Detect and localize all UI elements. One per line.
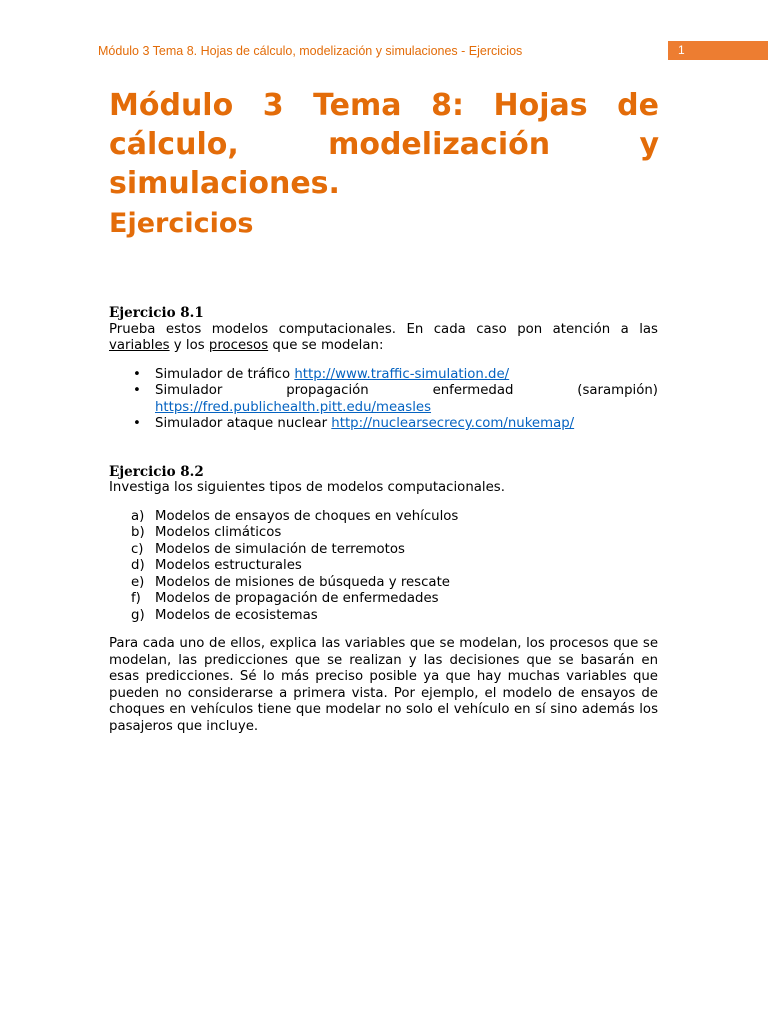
spacer <box>109 433 658 464</box>
item-text: Modelos de simulación de terremotos <box>155 541 405 557</box>
item-label-word: • Simulador <box>155 383 223 398</box>
item-text: Modelos de ecosistemas <box>155 607 318 623</box>
model-types-list <box>109 509 658 625</box>
measles-simulation-link[interactable]: https://fred.publichealth.pitt.edu/measles <box>155 399 432 415</box>
exercise-8-2-title: Ejercicio 8.2 <box>109 463 204 480</box>
item-label: Simulador de tráfico <box>155 366 295 382</box>
page-number: 1 <box>668 41 768 60</box>
item-label-word: enfermedad <box>432 383 514 398</box>
item-label-word: propagación <box>286 383 369 398</box>
list-marker: b) <box>131 525 145 540</box>
list-marker: a) <box>131 508 145 524</box>
exercise-8-1-intro <box>109 322 658 355</box>
variables-underlined: variables <box>109 338 170 353</box>
document-subtitle: Ejercicios <box>109 208 254 239</box>
document-body <box>109 305 658 735</box>
list-item <box>155 416 658 433</box>
list-marker: f) <box>131 591 141 606</box>
list-item <box>131 542 658 559</box>
item-text: Modelos de misiones de búsqueda y rescate <box>155 574 450 590</box>
list-marker: e) <box>131 574 145 590</box>
intro-text: y los <box>169 338 209 353</box>
spacer <box>109 624 658 636</box>
item-text: Modelos de propagación de enfermedades <box>155 591 439 606</box>
list-item <box>131 608 658 625</box>
list-item <box>155 383 658 416</box>
list-marker: g) <box>131 607 145 623</box>
list-item <box>131 591 658 608</box>
justified-line <box>155 383 658 400</box>
list-item <box>131 575 658 592</box>
item-text: Modelos estructurales <box>155 558 302 573</box>
exercise-8-1-title: Ejercicio 8.1 <box>109 305 204 321</box>
running-header: Módulo 3 Tema 8. Hojas de cálculo, modelización y simulaciones - Ejercicios <box>98 44 523 58</box>
item-text: Modelos climáticos <box>155 525 282 540</box>
procesos-underlined: procesos <box>208 338 269 353</box>
list-item <box>155 367 658 384</box>
list-item <box>131 525 658 542</box>
exercise-8-2-intro: Investiga los siguientes tipos de modelos computacionales. <box>109 480 505 495</box>
nukemap-link[interactable]: http://nuclearsecrecy.com/nukemap/ <box>331 416 575 431</box>
item-text: Modelos de ensayos de choques en vehículos <box>155 508 459 524</box>
intro-text: Prueba estos modelos computacionales. En cada caso pon atención a las <box>109 321 658 337</box>
traffic-simulation-link[interactable]: http://www.traffic-simulation.de/ <box>294 366 510 382</box>
intro-text: que se modelan: <box>268 338 384 353</box>
list-marker: c) <box>131 541 144 557</box>
document-title: Módulo 3 Tema 8: Hojas de cálculo, modelización y simulaciones. <box>109 88 659 201</box>
exercise-8-2-instructions: Para cada uno de ellos, explica las variables que se modelan, los procesos que se modelan, las predicciones que se realizan y las decisiones que se basarán en esas predicciones. Sé lo más preciso posible ya que hay muchas variables que pueden no considerarse a primera vista. Por ejemplo, el modelo de ensayos de choques en vehículos tiene que modelar no solo el vehículo en sí sino además los pasajeros que incluye. <box>109 636 658 734</box>
simulator-list <box>109 367 658 433</box>
list-item <box>131 509 658 526</box>
item-label-word: (sarampión) <box>577 383 658 398</box>
item-label: Simulador ataque nuclear <box>155 416 332 431</box>
list-marker: d) <box>131 558 145 573</box>
list-item <box>131 558 658 575</box>
